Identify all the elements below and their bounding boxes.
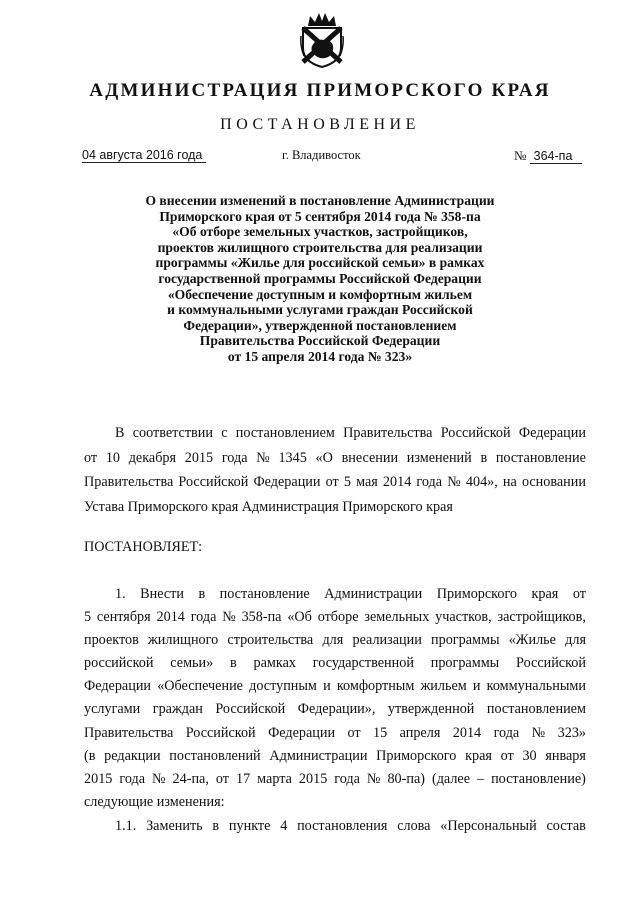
word: на	[502, 474, 517, 491]
title-line: Правительства Российской Федерации	[199, 333, 441, 349]
word: сентября	[96, 609, 151, 626]
text-line	[84, 629, 586, 652]
word: «Обеспечение	[157, 678, 243, 695]
word: Российской	[440, 425, 511, 441]
title-line: программы «Жилье для российской семьи» в рамках	[155, 255, 485, 271]
word: от	[347, 724, 361, 741]
word: «О	[315, 449, 333, 466]
title-line: проектов жилищного строительства для реализации	[157, 239, 483, 255]
word: для	[565, 632, 586, 649]
text-line	[84, 583, 586, 606]
word: постановления	[297, 818, 388, 834]
document-date: 04 августа 2016 года	[82, 148, 206, 163]
word: 2015	[184, 449, 214, 466]
resolves-heading: ПОСТАНОВЛЯЕТ:	[84, 539, 203, 555]
word: №	[256, 449, 270, 466]
word: декабря	[128, 449, 177, 466]
word: пункте	[228, 818, 271, 834]
word: Приморского	[436, 586, 518, 602]
word: для	[322, 632, 344, 649]
word: 2015	[298, 770, 328, 787]
document-number: 364-па	[530, 149, 583, 164]
word: Правительства	[343, 425, 433, 441]
word: рамках	[253, 655, 296, 672]
word: года	[190, 609, 217, 626]
title-line: «Обеспечение доступным и комфортным жильем	[167, 286, 473, 302]
title-line: О внесении изменений в постановление Администрации	[145, 193, 495, 208]
word: редакции	[104, 747, 161, 764]
word: программы	[430, 655, 500, 672]
document-type: ПОСТАНОВЛЕНИЕ	[220, 116, 420, 133]
word: от	[84, 449, 98, 466]
word: Федерации	[253, 474, 321, 491]
word: слова	[397, 818, 431, 834]
word: 15	[373, 724, 388, 741]
word: Российской	[215, 701, 286, 718]
word: российской	[84, 655, 154, 672]
word: края	[465, 747, 492, 764]
word: 2014	[156, 609, 185, 626]
word: №	[366, 770, 381, 787]
word: земельных	[364, 609, 430, 626]
word: Администрации	[269, 747, 368, 764]
word: проектов	[84, 632, 139, 649]
word: утвержденной	[387, 701, 475, 718]
text-line	[84, 768, 586, 791]
word: Устава Приморского края Администрация Приморского края	[84, 498, 453, 515]
word: 80-па)	[387, 770, 425, 787]
title-line: и коммунальными услугами граждан Российской	[167, 302, 473, 318]
word: государственной	[312, 655, 414, 672]
word: от	[325, 474, 339, 491]
text-line	[84, 446, 586, 471]
word: 5	[343, 474, 351, 491]
word: участков,	[435, 609, 492, 626]
word: изменений	[406, 449, 472, 466]
word: №	[152, 770, 166, 787]
word: строительства	[227, 632, 314, 649]
text-line	[84, 791, 586, 814]
document-title	[120, 193, 520, 365]
title-line: от 15 апреля 2014 года № 323»	[227, 348, 413, 364]
word: 323»	[557, 724, 586, 741]
word: Федерации	[84, 678, 152, 695]
word: 1345	[278, 449, 307, 466]
word: «Об	[287, 609, 312, 626]
word: Внести	[140, 586, 184, 602]
word: года	[119, 770, 146, 787]
title-line: Федерации», утвержденной постановлением	[183, 317, 457, 333]
word: 1.	[115, 586, 126, 602]
number-sign: №	[514, 148, 527, 163]
word: года	[416, 474, 443, 491]
word: постановление	[219, 586, 310, 602]
word: в	[480, 449, 488, 466]
word: 2015	[84, 770, 113, 787]
word: от	[500, 747, 514, 764]
word: с	[221, 425, 228, 441]
word: «Персональный	[440, 818, 537, 834]
word: программы	[431, 632, 500, 649]
title-line: Приморского края от 5 сентября 2014 года № 358-па	[159, 208, 481, 224]
word: «Жилье	[508, 632, 556, 649]
word: в	[198, 586, 206, 602]
word: марта	[257, 770, 292, 787]
title-line: государственной программы Российской Федерации	[158, 270, 482, 286]
organization-name: АДМИНИСТРАЦИЯ ПРИМОРСКОГО КРАЯ	[89, 80, 551, 101]
word: отборе	[317, 609, 359, 626]
word: №	[222, 609, 236, 626]
word: в	[212, 818, 220, 834]
word: Федерации	[268, 724, 336, 741]
text-line	[84, 652, 586, 675]
word: соответствии	[132, 425, 213, 441]
word: января	[545, 747, 586, 764]
word: Приморского	[376, 747, 457, 764]
word: 4	[280, 818, 288, 834]
word: 17	[235, 770, 251, 787]
item-1-paragraph	[84, 583, 586, 814]
text-line	[84, 722, 586, 745]
word: постановлением	[235, 425, 335, 441]
word: Федерации»,	[297, 701, 376, 718]
word: (в	[84, 747, 96, 764]
text-line	[84, 818, 586, 835]
word: жильем	[420, 678, 467, 695]
word: в	[230, 655, 237, 672]
word: и	[472, 678, 481, 695]
word: услугами	[84, 701, 141, 718]
word: 5	[84, 609, 92, 626]
word: –	[477, 770, 485, 787]
document-city: г. Владивосток	[282, 148, 361, 162]
word: коммунальными	[486, 678, 586, 695]
item-1-1-paragraph	[84, 818, 586, 835]
word: 10	[105, 449, 120, 466]
word: мая	[356, 474, 378, 491]
word: комфортным	[336, 678, 415, 695]
word: 2014	[382, 474, 412, 491]
word: Администрации	[324, 586, 423, 602]
word: от	[572, 586, 586, 602]
word: 24-па,	[172, 770, 209, 787]
text-line	[84, 470, 586, 495]
word: Российской	[516, 655, 586, 672]
text-line	[84, 606, 586, 629]
preamble-paragraph	[84, 421, 586, 519]
word: края	[531, 586, 559, 602]
word: от	[215, 770, 229, 787]
word: доступным	[249, 678, 317, 695]
word: Правительства	[84, 724, 174, 741]
word: внесении	[341, 449, 399, 466]
word: №	[447, 474, 461, 491]
coat-of-arms-icon	[300, 10, 344, 68]
word: Российской	[178, 474, 249, 491]
word: семьи»	[170, 655, 214, 672]
word: и	[323, 678, 331, 695]
word: Российской	[185, 724, 256, 741]
word: жилищного	[147, 632, 219, 649]
word: постановление)	[491, 770, 586, 787]
word: состав	[546, 818, 586, 834]
word: Заменить	[146, 818, 203, 834]
word: 30	[522, 747, 537, 764]
word: граждан	[152, 701, 203, 718]
word: (далее	[431, 770, 471, 787]
word: года	[334, 770, 360, 787]
text-line	[84, 421, 586, 446]
document-number-field	[514, 148, 582, 164]
text-line	[84, 495, 586, 520]
word: года	[221, 449, 248, 466]
word: В	[115, 425, 125, 441]
word: Федерации	[518, 425, 586, 441]
word: апреля	[399, 724, 441, 741]
title-line: «Об отборе земельных участков, застройщиков,	[172, 224, 468, 240]
word: следующие изменения:	[84, 793, 225, 810]
word: постановлений	[169, 747, 261, 764]
word: №	[531, 724, 546, 741]
word: Правительства	[84, 474, 174, 491]
word: реализации	[352, 632, 422, 649]
word: основании	[521, 474, 586, 491]
word: 404»,	[465, 474, 498, 491]
word: постановление	[495, 449, 586, 466]
word: 358-па	[241, 609, 282, 626]
text-line	[84, 745, 586, 768]
word: 2014	[452, 724, 482, 741]
text-line	[84, 675, 586, 698]
word: застройщиков,	[497, 609, 586, 626]
text-line	[84, 698, 586, 721]
word: 1.1.	[115, 818, 137, 834]
word: постановлением	[486, 701, 586, 718]
word: года	[493, 724, 520, 741]
